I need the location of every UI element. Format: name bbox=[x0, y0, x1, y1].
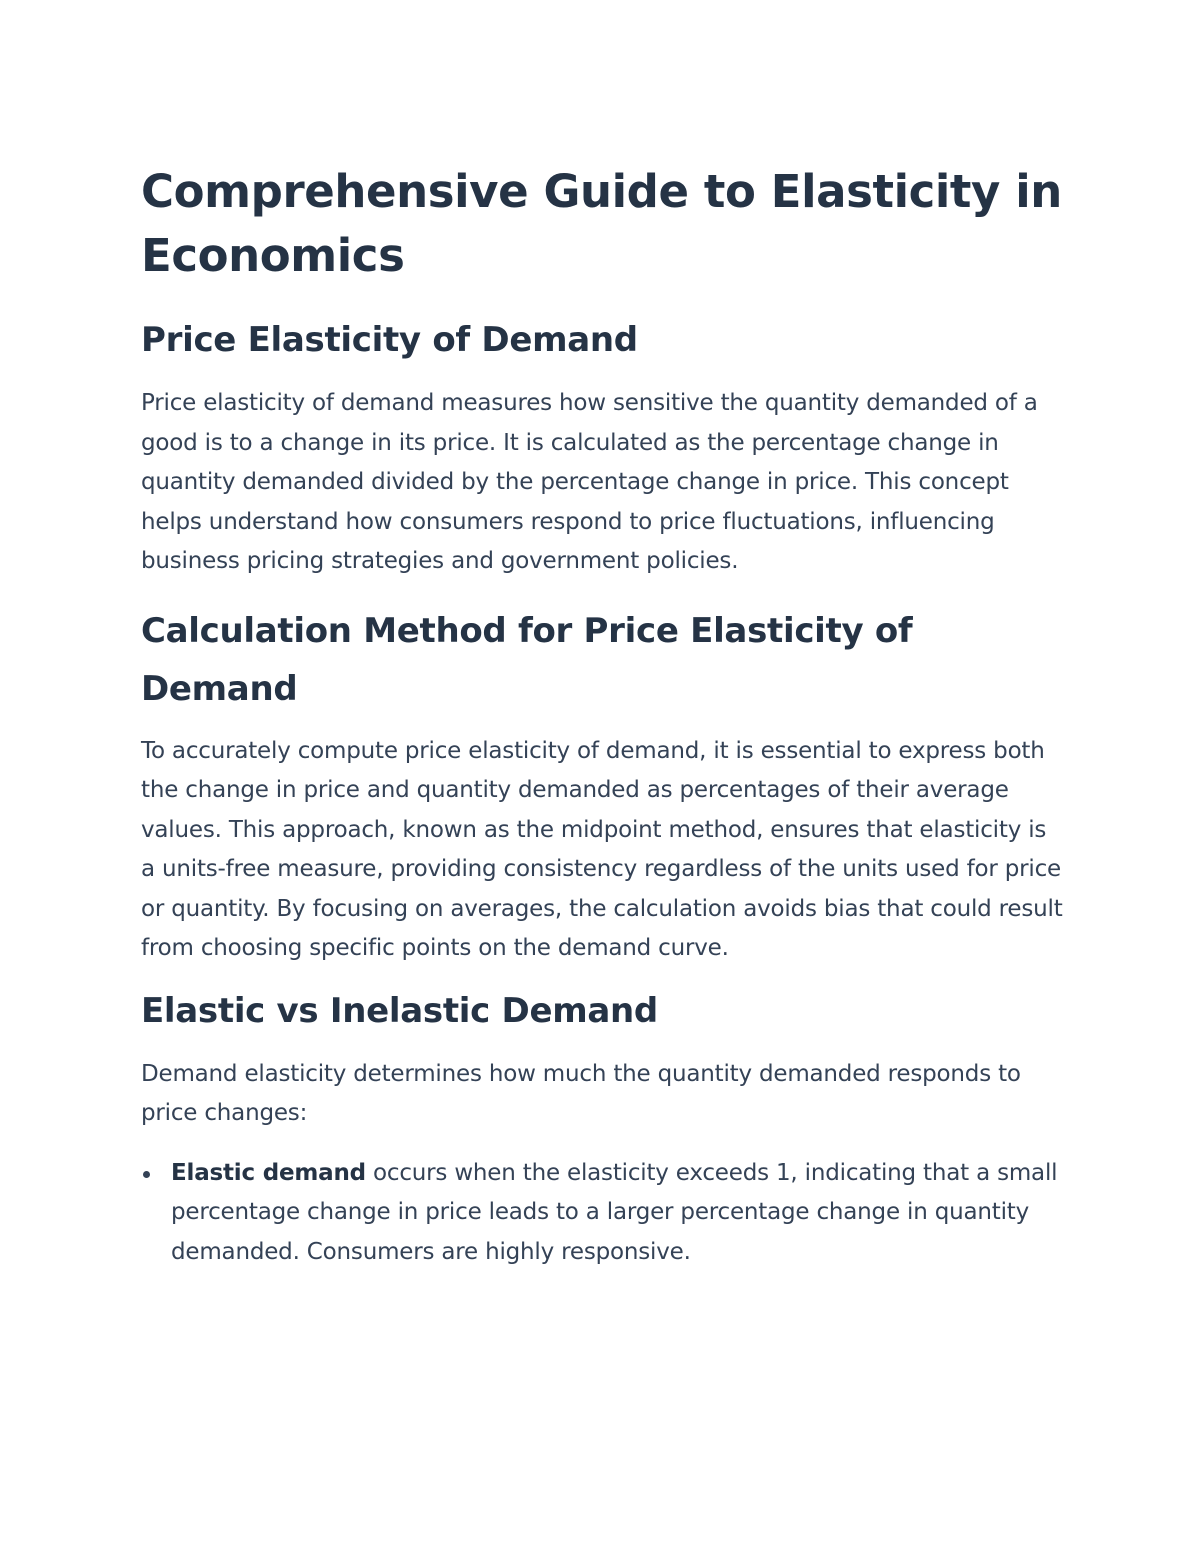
page-title: Comprehensive Guide to Elasticity in Economics bbox=[141, 165, 1062, 282]
list-item-text: occurs when the elasticity exceeds 1, indicating that a small percentage change in price leads to a larger percentage change in quantity demanded. Consumers are highly responsive. bbox=[171, 1159, 1058, 1265]
section-heading: Calculation Method for Price Elasticity of Demand bbox=[141, 610, 913, 709]
section-heading: Price Elasticity of Demand bbox=[141, 320, 638, 360]
document-page bbox=[141, 160, 1066, 1272]
section-paragraph: Price elasticity of demand measures how sensitive the quantity demanded of a good is to a change in its price. It is calculated as the percentage change in quantity demanded divided by the percentage change in price. This concept helps understand how consumers respond to price fluctuations, influencing business pricing strategies and government policies. bbox=[141, 390, 1038, 574]
section-paragraph: Demand elasticity determines how much the quantity demanded responds to price changes: bbox=[141, 1060, 1021, 1126]
list-item-term: Elastic demand bbox=[171, 1159, 366, 1186]
list-item bbox=[141, 1154, 1066, 1273]
bullet-icon bbox=[143, 1171, 150, 1178]
section-calculation-method bbox=[141, 602, 1066, 969]
section-paragraph: To accurately compute price elasticity of demand, it is essential to express both the change in price and quantity demanded as percentages of their average values. This approach, known as the midpoint method, ensures that elasticity is a units-free measure, providing consistency regardless of the units used for price or quantity. By focusing on averages, the calculation avoids bias that could result from choosing specific points on the demand curve. bbox=[141, 737, 1063, 961]
section-elastic-vs-inelastic bbox=[141, 989, 1066, 1273]
section-heading: Elastic vs Inelastic Demand bbox=[141, 990, 658, 1031]
section-price-elasticity bbox=[141, 318, 1066, 582]
bullet-list bbox=[141, 1154, 1066, 1273]
